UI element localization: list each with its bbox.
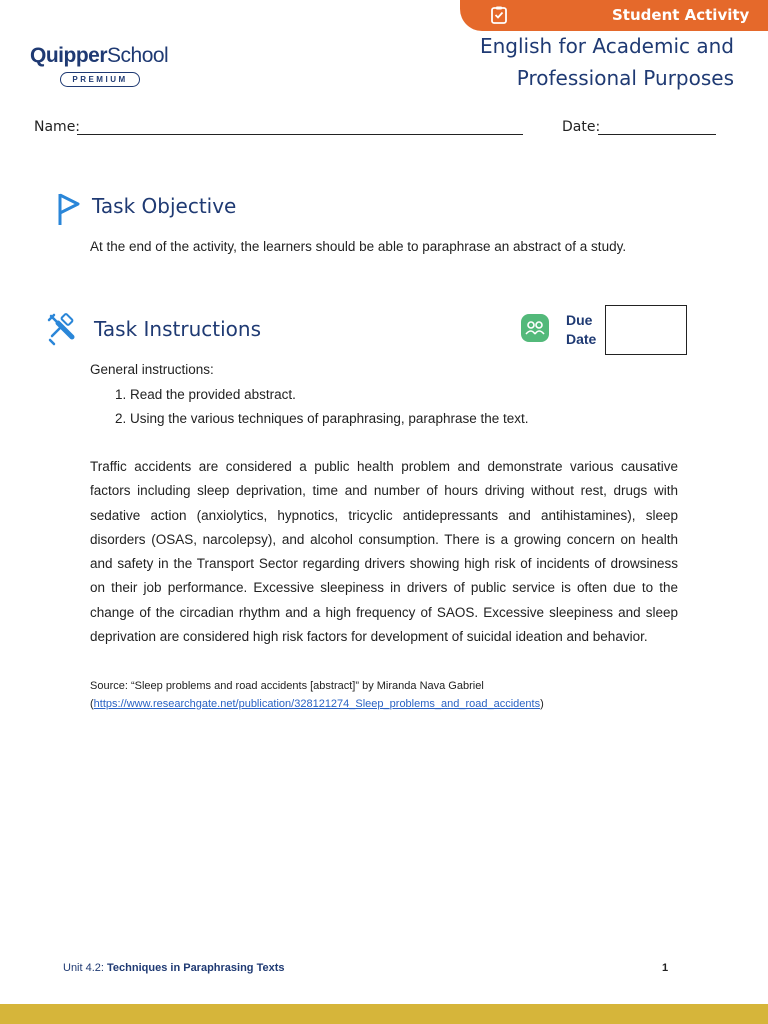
title-line-2: Professional Purposes — [516, 66, 734, 90]
source-open-paren: ( — [90, 698, 94, 710]
logo-premium-badge: PREMIUM — [60, 72, 140, 87]
people-icon — [521, 314, 549, 342]
name-field[interactable] — [77, 134, 523, 135]
source-close-paren: ) — [540, 698, 544, 710]
abstract-text: Traffic accidents are considered a public health problem and demonstrate various causative factors including sleep deprivation, time and number of hours driving without rest, drugs with sedative action (anxiolytics, hypnotics, tricyclic antidepressants and antihistamines), sleep disorders (OSAS, narcolepsy), and alcohol consumption. There is a growing concern on health and safety in the Transport Sector regarding drivers showing high risk of incidents of drowsiness on their job performance. Excessive sleepiness in drivers of public service is often due to the change of the circadian rhythm and a high frequency of SAOS. Excessive sleepiness and sleep deprivation are considered high risk factors for development of suicidal ideation and behavior. — [90, 459, 678, 645]
source-prefix: Source: “Sleep problems and road accidents [abstract]” by — [90, 680, 377, 692]
title-line-1: English for Academic and — [479, 34, 734, 58]
source-link[interactable]: https://www.researchgate.net/publication/328121274_Sleep_problems_and_road_accidents — [93, 698, 541, 710]
instruction-steps — [90, 383, 529, 431]
instruction-step: 1. Read the provided abstract. — [130, 383, 529, 407]
footer-unit — [63, 962, 285, 974]
task-objective-title: Task Objective — [92, 194, 237, 218]
task-instructions-title: Task Instructions — [94, 317, 261, 341]
footer-unit-title: Techniques in Paraphrasing Texts — [107, 962, 285, 974]
date-field[interactable] — [598, 134, 716, 135]
source-citation — [90, 677, 544, 713]
logo-regular-text: School — [107, 44, 169, 67]
due-date-box[interactable] — [605, 305, 687, 355]
name-label: Name: — [34, 119, 81, 135]
source-author: Miranda Nava Gabriel — [376, 680, 484, 692]
tools-icon — [46, 310, 80, 346]
general-instructions-label: General instructions: — [90, 362, 214, 377]
instruction-step: 2. Using the various techniques of paraphrasing, paraphrase the text. — [130, 407, 529, 431]
clipboard-check-icon — [489, 5, 509, 25]
quipper-school-logo — [30, 44, 172, 87]
date-label: Date: — [562, 119, 601, 135]
due-date-people-icon — [521, 314, 549, 342]
document-title — [480, 30, 734, 94]
due-date-label — [566, 311, 596, 349]
due-label-line-1: Due — [566, 312, 593, 328]
objective-text: At the end of the activity, the learners should be able to paraphrase an abstract of a study. — [90, 239, 627, 254]
page-number: 1 — [662, 962, 669, 974]
flag-icon — [56, 192, 82, 226]
footer-unit-number: Unit 4.2: — [63, 962, 108, 974]
due-label-line-2: Date — [566, 331, 597, 347]
tab-label: Student Activity — [612, 6, 750, 24]
logo-wordmark — [30, 44, 172, 68]
student-activity-tab — [460, 0, 768, 31]
footer-bar — [0, 1004, 768, 1024]
logo-bold-text: Quipper — [30, 44, 108, 67]
